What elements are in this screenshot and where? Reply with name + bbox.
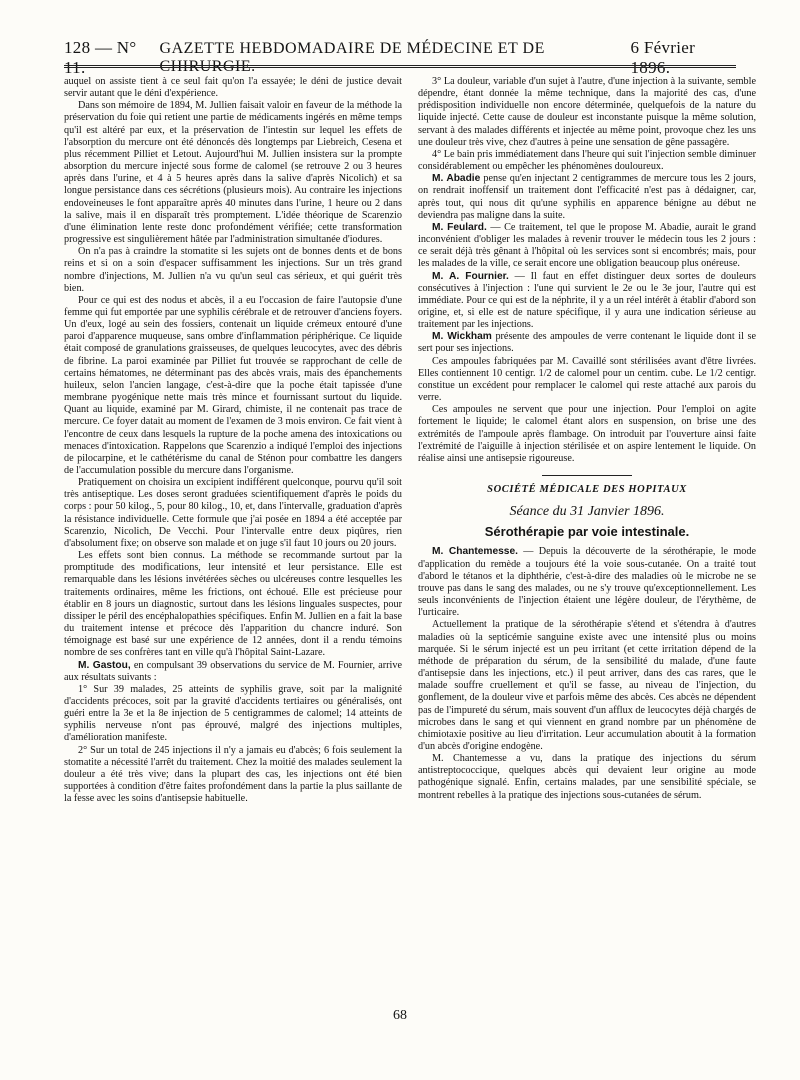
page-header xyxy=(64,38,736,77)
paragraph: M. Chantemesse a vu, dans la pratique des injections du sérum antistreptococcique, quelques abcès qui devaient leur origine au mode pathogénique signalé. Enfin, certains malades, par une sensibilité spéciale, se montrent rebelles à la pratique des injections sous-cutanées de sérum. xyxy=(418,753,756,801)
header-rule xyxy=(64,65,736,68)
paragraph: 1° Sur 39 malades, 25 atteints de syphilis grave, soit par la malignité d'accidents précoces, soit par la gravité d'accidents tertiaires ou généralisés, ont guéri entre la 3e et la 8e injection de 5 centigrammes de calomel; 14 atteints de syphilis nerveuse n'ont pas éprouvé, malgré des injections multiples, d'amélioration manifeste. xyxy=(64,683,402,744)
paragraph: 2° Sur un total de 245 injections il n'y a jamais eu d'abcès; 6 fois seulement la stomatite a nécessité l'arrêt du traitement. Chez la moitié des malades seulement la douleur a été très vive; dans la plupart des cas, les injections ont été bien supportées à condition d'être faites profondément dans la partie la plus saillante de la fesse avec les soins d'antisepsie habituelle. xyxy=(64,744,402,805)
left-column xyxy=(64,76,402,805)
paragraph-text: — Depuis la découverte de la sérothérapie, le mode d'application du remède a toujours été la voie sous-cutanée. On a traité tout d'abord le tétanos et la diphthérie, c'est-à-dire des maladies où le microbe ne se trouve pas dans le sang des malades, ou ne s'y trouve qu'exceptionnellement. Les seuls inconvénients de l'injection étaient une légère douleur, de l'érythème, de l'urticaire. xyxy=(418,546,756,619)
paragraph: Pratiquement on choisira un excipient indifférent quelconque, pourvu qu'il soit très antiseptique. Les doses seront graduées scientifiquement d'après le poids du corps : pour 50 kilog., 5, pour 80 kilog., 10, et, dans l'intervalle, graduation d'après la résistance individuelle. Cette formule que j'ai posée en 1894 a été acceptée par Scarenzio, Nicolich, De Vecchi. Pour l'intervalle entre deux piqûres, rien d'absolument fixe; on observe son malade et on juge s'il faut 10 jours ou 20 jours. xyxy=(64,477,402,549)
page-label: 128 — N° 11. xyxy=(64,38,137,77)
speaker-name: M. Gastou, xyxy=(78,659,131,671)
paragraph: Dans son mémoire de 1894, M. Jullien faisait valoir en faveur de la méthode la préservation du foie qui retient une partie de médicaments ingérés en même temps qu'il est altéré par eux, et la préservation de l'intestin sur lequel les effets de l'absorption du mercure ont été dénoncés dès longtemps par Liebreich, Cesena et plus récemment Pilliet et Letout. Aujourd'hui M. Jullien insistera sur la prompte absorption du mercure injecté sous forme de calomel (se retrouve 2 ou 3 heures après dans l'urine, et 4 à 5 heures après dans la salive d'après Nicolich) et sa longue persistance dans ces sécrétions (plusieurs mois). Au contraire les injections endoveineuses le font apparaître après 40 minutes dans l'urine, 1 heure ou 2 dans la salive, mais il en disparaît très promptement. L'idée théorique de Scarenzio d'une élimination lente reste donc profondément vérifiée; cette transformation progressive est singulièrement hâtée par l'administration simultanée d'iodures. xyxy=(64,100,402,246)
paragraph: auquel on assiste tient à ce seul fait qu'on l'a essayée; le déni de justice devait servir autant que le déni d'expérience. xyxy=(64,76,402,100)
society-heading: SOCIÉTÉ MÉDICALE DES HOPITAUX xyxy=(487,484,687,495)
speaker-name: M. Chantemesse. xyxy=(432,546,518,558)
paragraph: Actuellement la pratique de la sérothérapie s'étend et s'étendra à d'autres maladies où la septicémie sanguine existe avec une intensité plus ou moins marquée. Si le sérum injecté est un peu irritant (et cette irritation dépend de la méthode de préparation du sérum, de la sensibilité du malade, d'une faute d'antisepsie dans les injections, etc.) il peut arriver, dans des cas rares, que le malade souffre cruellement et qu'il se fasse, au niveau de l'injection, du gonflement, de la douleur vive et parfois même des abcès. Ces abcès ne dépendent pas de l'impureté du sérum, mais souvent d'un afflux de leucocytes déjà chargés de microbes dans le sang et qui viennent en grand nombre par un phénomène de chimiotaxie positive au lieu d'irritation. Leur accumulation aboutit à la formation d'un abcès d'origine endogène. xyxy=(418,619,756,752)
paragraph: Ces ampoules fabriquées par M. Cavaillé sont stérilisées avant d'être livrées. Elles contiennent 10 centigr. 1/2 de calomel pour un centim. cube. Le 1/2 centigr. constitue un excédent pour remplacer le calomel qui reste attaché aux parois du verre. xyxy=(418,355,756,404)
paragraph: Ces ampoules ne servent que pour une injection. Pour l'emploi on agite fortement le liquide; le calomel étant alors en suspension, on brise une des extrémités de l'ampoule après flambage. On introduit par l'ouverture ainsi faite l'extrémité de l'aiguille à injection stérilisée et on aspire lentement le liquide. On réalise ainsi une antisepsie rigoureuse. xyxy=(418,404,756,464)
paragraph xyxy=(418,222,756,271)
paragraph-text: — Il faut en effet distinguer deux sortes de douleurs consécutives à l'injection : l'une qui survient le 2e ou le 3e jour, l'autre qui est immédiate. Pour ce qui est de la néphrite, il y a un réel intérêt à établir d'abord son origine, et, si elle est de nature spécifique, il y aura une indication sérieuse au traitement par les injections. xyxy=(418,270,756,331)
paragraph-text: présente des ampoules de verre contenant le liquide dont il se sert pour ses injections. xyxy=(418,331,756,355)
paragraph xyxy=(64,660,402,684)
paragraph-text: pense qu'en injectant 2 centigrammes de mercure tous les 2 jours, on rendrait inoffensif un traitement dont l'efficacité n'est pas à dédaigner, car, après tout, qui nous dit qu'une syphilis en apparence bénigne au début ne deviendra pas maligne dans la suite. xyxy=(418,173,756,221)
paragraph: On n'a pas à craindre la stomatite si les sujets ont de bonnes dents et de bons reins et si on a soin d'espacer suffisamment les injections. Sur un très grand nombre d'injections, M. Jullien n'a vu qu'un seul cas sérieux, et qui guérit très bien. xyxy=(64,246,402,294)
session-date: Séance du 31 Janvier 1896. xyxy=(509,504,665,520)
paragraph: Les effets sont bien connus. La méthode se recommande surtout par la promptitude des modifications, leur intensité et leur persistance. Elle est remarquable dans les lésions invétérées sèches ou ulcéreuses contre lesquelles les traitements ordinaires, même les frictions, ont échoué. Elle est précieuse pour établir en 8 jours un diagnostic, surtout dans les lésions linguales suspectes, pour dissiper le péril des encéphalopathies spécifiques. Enfin M. Jullien en a fait la base du traitement intense et précoce dès l'apparition du chancre induré. Son témoignage est basé sur une expérience de 12 années, dont il a rendu témoins nombre de ses confrères tant en ville qu'à l'hôpital Saint-Lazare. xyxy=(64,550,402,659)
section-separator xyxy=(542,475,632,476)
paragraph xyxy=(418,546,756,619)
paragraph: Pour ce qui est des nodus et abcès, il a eu l'occasion de faire l'autopsie d'une femme qui fut emportée par une syphilis cérébrale et de retrouver d'anciens foyers. Un d'eux, logé au sein des fossiers, contenait un liquide crémeux entouré d'une paroi d'apparence muqueuse, sans ombre d'inflammation périphérique. Ce liquide était composé de granulations graisseuses, de quelques leucocytes, avec des débris de fibrine. La paroi examinée par Pilliet fut trouvée se rapprochant de celle de certains hématomes, ne déterminant pas des abcès vrais, mais des épanchements huileux, selon l'ancien langage, c'est-à-dire que la poche était tapissée d'une membrane pyogénique nette mais très mince et fournissant surtout du liquide. Quant au liquide, examiné par M. Girard, chimiste, il ne contenait pas trace de mercure. Ce foyer datait au moment de l'examen de 3 mois environ. Ce fait vient à l'encontre de ceux dans lesquels la rupture de la poche amena des intoxications ou menaces d'intoxication. Rappelons que Scarenzio a indiqué l'emploi des injections de pilocarpine, et le cathétérisme du canal de Sténon pour combattre les dangers de l'accumulation possible du mercure dans l'organisme. xyxy=(64,294,402,476)
paragraph xyxy=(418,173,756,222)
speaker-name: M. Abadie xyxy=(432,173,481,185)
speaker-name: M. Wickham xyxy=(432,331,492,343)
paragraph: 4° Le bain pris immédiatement dans l'heure qui suit l'injection semble diminuer considérablement ou empêcher les phénomènes douloureux. xyxy=(418,148,756,173)
paragraph-text: — Ce traitement, tel que le propose M. Abadie, aurait le grand inconvénient d'obliger les malades à revenir trouver le médecin tous les 2 jours : ce serait déjà très gênant à l'hôpital où les services sont si encombrés; mais, pour les malades de la ville, ce serait encore une obligation beaucoup plus onéreuse. xyxy=(418,221,756,270)
journal-title: GAZETTE HEBDOMADAIRE DE MÉDECINE ET DE CHIRURGIE. xyxy=(159,40,545,75)
paragraph: 3° La douleur, variable d'un sujet à l'autre, d'une injection à la suivante, semble dépendre, étant donnée la même technique, dans la majorité des cas, d'une prédisposition individuelle non encore déterminée, quelquefois de la nature du liquide injecté. Cette cause de douleur est inconstante puisque la même solution, servant à des malades différents et injectée au même point, provoque chez les uns une douleur très vive, chez d'autres à peine une sensation de gêne passagère. xyxy=(418,76,756,148)
paragraph-text: en compulsant 39 observations du service de M. Fournier, arrive aux résultats suivants : xyxy=(64,659,403,683)
page-number: 68 xyxy=(393,1008,407,1023)
speaker-name: M. Feulard. xyxy=(432,221,487,233)
article-title: Sérothérapie par voie intestinale. xyxy=(484,524,690,540)
paragraph xyxy=(418,331,756,355)
speaker-name: M. A. Fournier. xyxy=(432,270,509,282)
issue-date: 6 Février 1896. xyxy=(630,38,696,77)
right-column xyxy=(418,76,756,802)
paragraph xyxy=(418,271,756,332)
